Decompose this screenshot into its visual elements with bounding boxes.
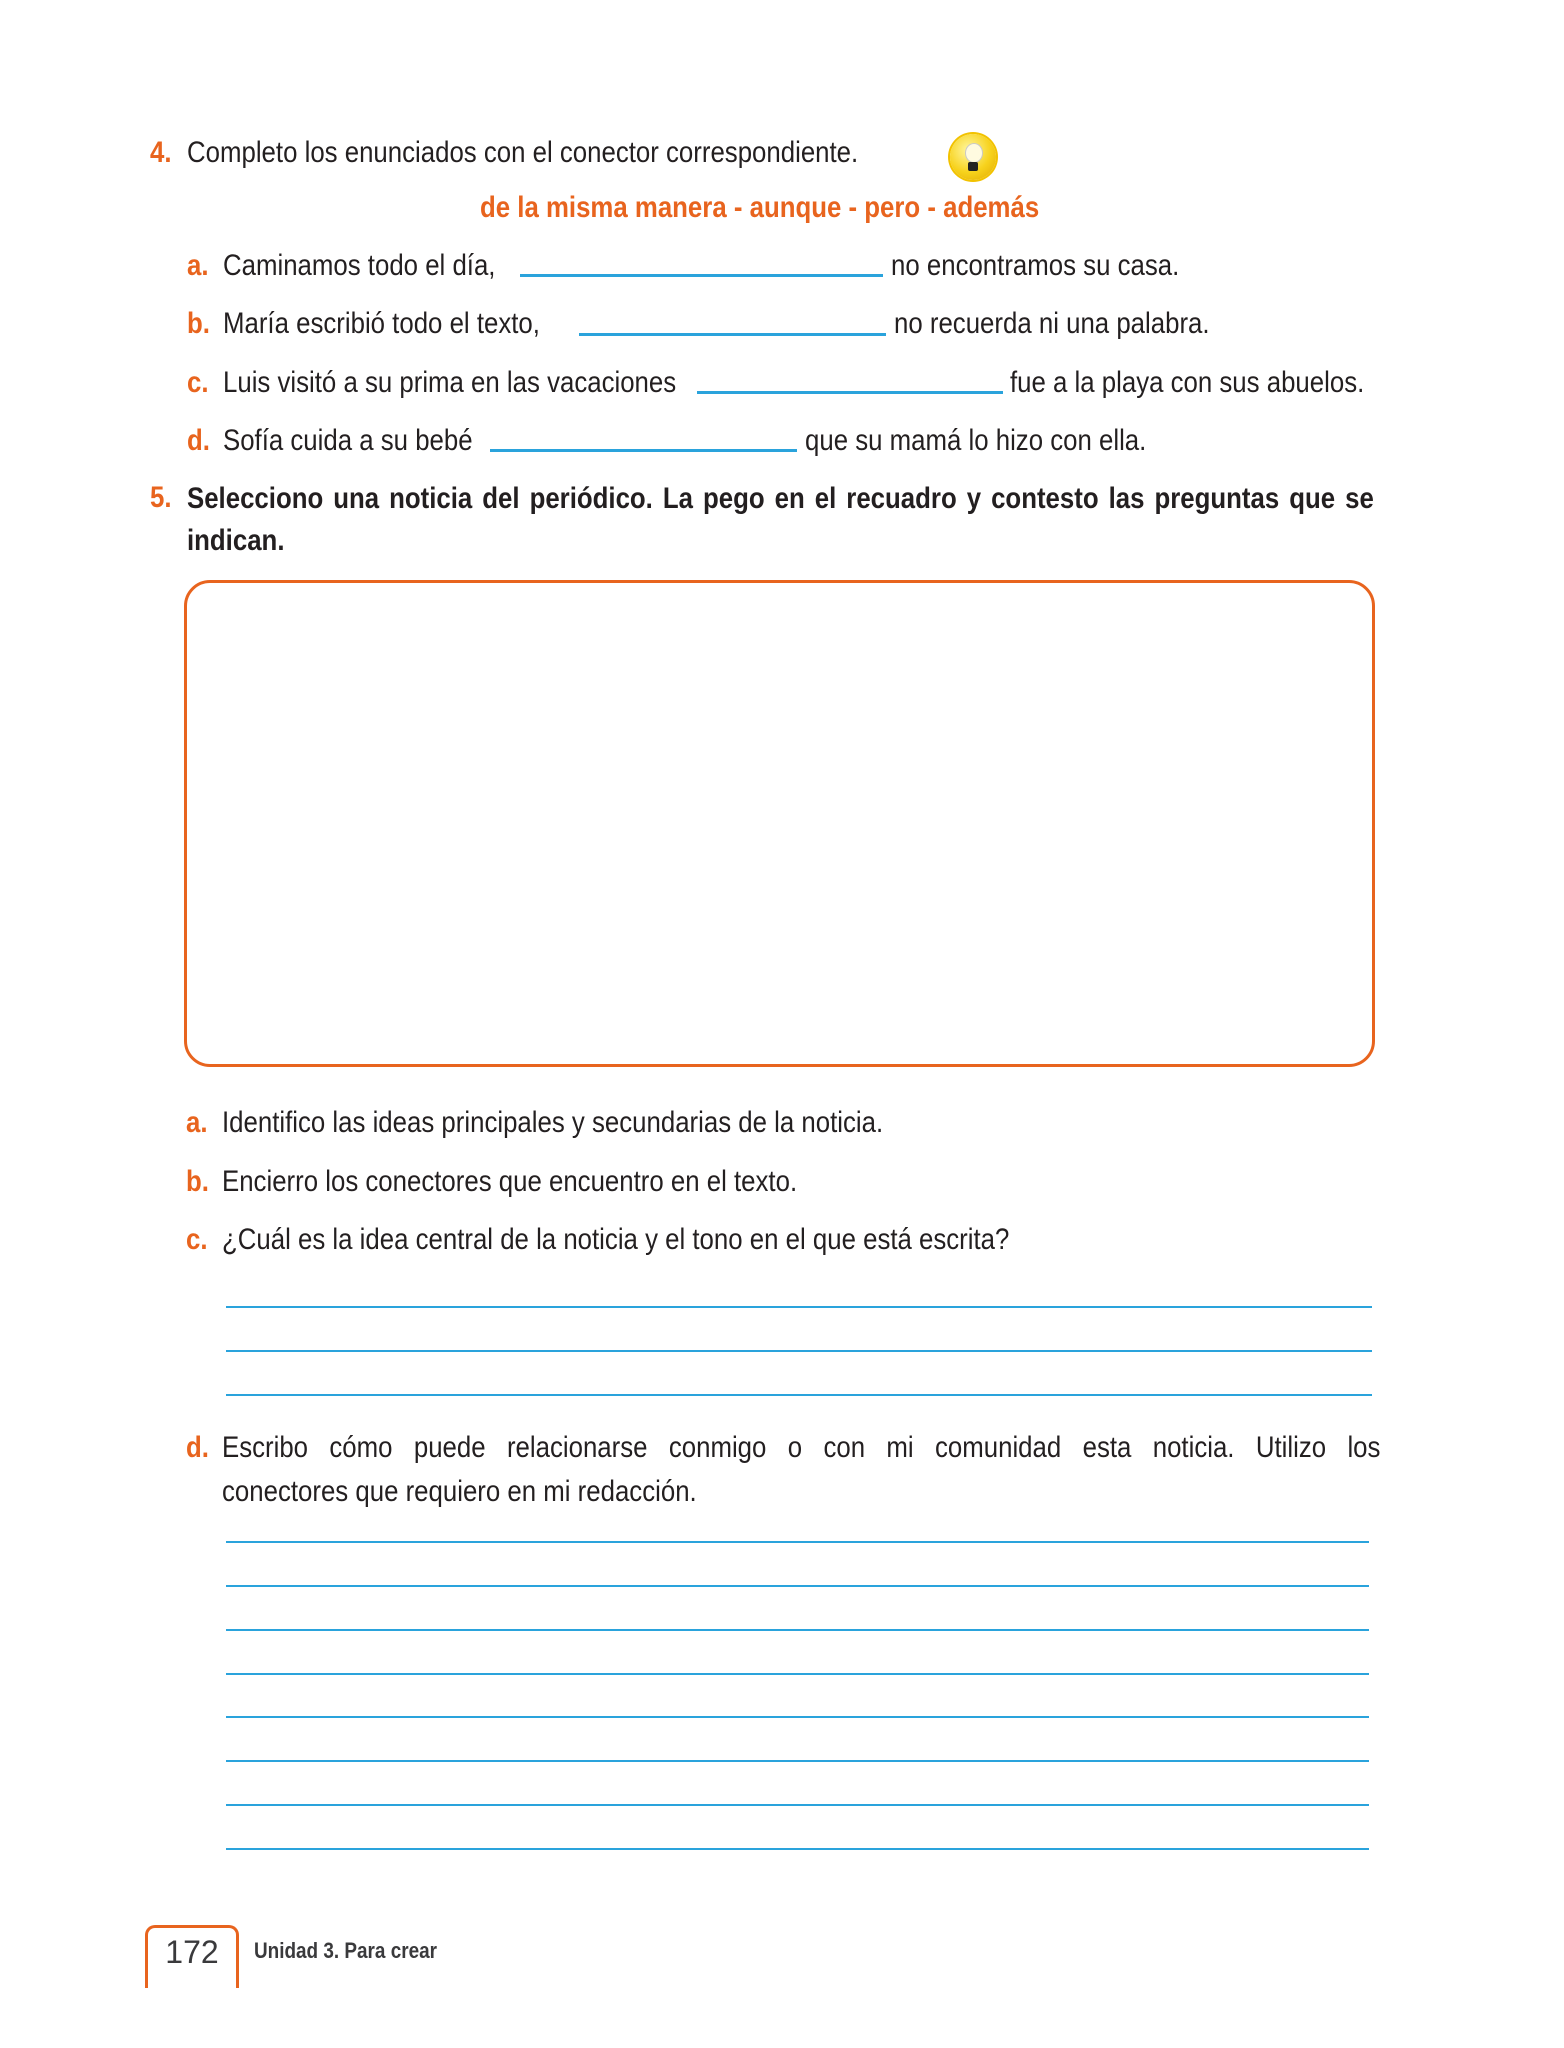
exercise-instruction: Completo los enunciados con el conector correspondiente.: [187, 136, 859, 169]
newspaper-paste-area: [184, 580, 1375, 1067]
question-letter: a.: [186, 1106, 208, 1139]
item-text-after: que su mamá lo hizo con ella.: [805, 424, 1147, 457]
item-text-before: Luis visitó a su prima en las vacaciones: [223, 366, 677, 399]
answer-blank[interactable]: [490, 449, 797, 452]
answer-line[interactable]: [226, 1394, 1372, 1396]
word-bank: de la misma manera - aunque - pero - además: [480, 191, 1040, 224]
answer-line[interactable]: [226, 1629, 1369, 1631]
question-text: Encierro los conectores que encuentro en el texto.: [222, 1165, 798, 1198]
item-text-after: fue a la playa con sus abuelos.: [1010, 366, 1365, 399]
answer-line[interactable]: [226, 1306, 1372, 1308]
exercise-instruction-line1: Selecciono una noticia del periódico. La pego en el recuadro y contesto las preguntas que se: [187, 482, 1374, 515]
item-text-before: María escribió todo el texto,: [223, 307, 540, 340]
question-letter: c.: [186, 1223, 208, 1256]
question-text: ¿Cuál es la idea central de la noticia y el tono en el que está escrita?: [222, 1223, 1010, 1256]
item-text-after: no recuerda ni una palabra.: [894, 307, 1210, 340]
answer-blank[interactable]: [697, 391, 1003, 394]
question-letter: d.: [186, 1431, 209, 1464]
answer-line[interactable]: [226, 1673, 1369, 1675]
answer-line[interactable]: [226, 1760, 1369, 1762]
answer-blank[interactable]: [579, 333, 886, 336]
answer-blank[interactable]: [520, 274, 883, 277]
item-letter: c.: [187, 366, 209, 399]
answer-line[interactable]: [226, 1541, 1369, 1543]
question-text-line2: conectores que requiero en mi redacción.: [222, 1475, 697, 1508]
exercise-number: 4.: [150, 136, 172, 169]
item-text-before: Caminamos todo el día,: [223, 249, 496, 282]
question-letter: b.: [186, 1165, 209, 1198]
item-text-after: no encontramos su casa.: [891, 249, 1180, 282]
answer-line[interactable]: [226, 1804, 1369, 1806]
exercise-instruction-line2: indican.: [187, 524, 285, 557]
question-text-line1: Escribo cómo puede relacionarse conmigo o con mi comunidad esta noticia. Utilizo los: [222, 1431, 1381, 1464]
answer-line[interactable]: [226, 1585, 1369, 1587]
question-text: Identifico las ideas principales y secundarias de la noticia.: [222, 1106, 884, 1139]
unit-label: Unidad 3. Para crear: [254, 1938, 437, 1963]
item-letter: b.: [187, 307, 210, 340]
answer-line[interactable]: [226, 1716, 1369, 1718]
lightbulb-icon: [950, 134, 996, 180]
answer-line[interactable]: [226, 1848, 1369, 1850]
page-number: 172: [165, 1934, 219, 1970]
item-letter: a.: [187, 249, 209, 282]
item-letter: d.: [187, 424, 210, 457]
item-text-before: Sofía cuida a su bebé: [223, 424, 473, 457]
answer-line[interactable]: [226, 1350, 1372, 1352]
exercise-number: 5.: [150, 481, 172, 514]
